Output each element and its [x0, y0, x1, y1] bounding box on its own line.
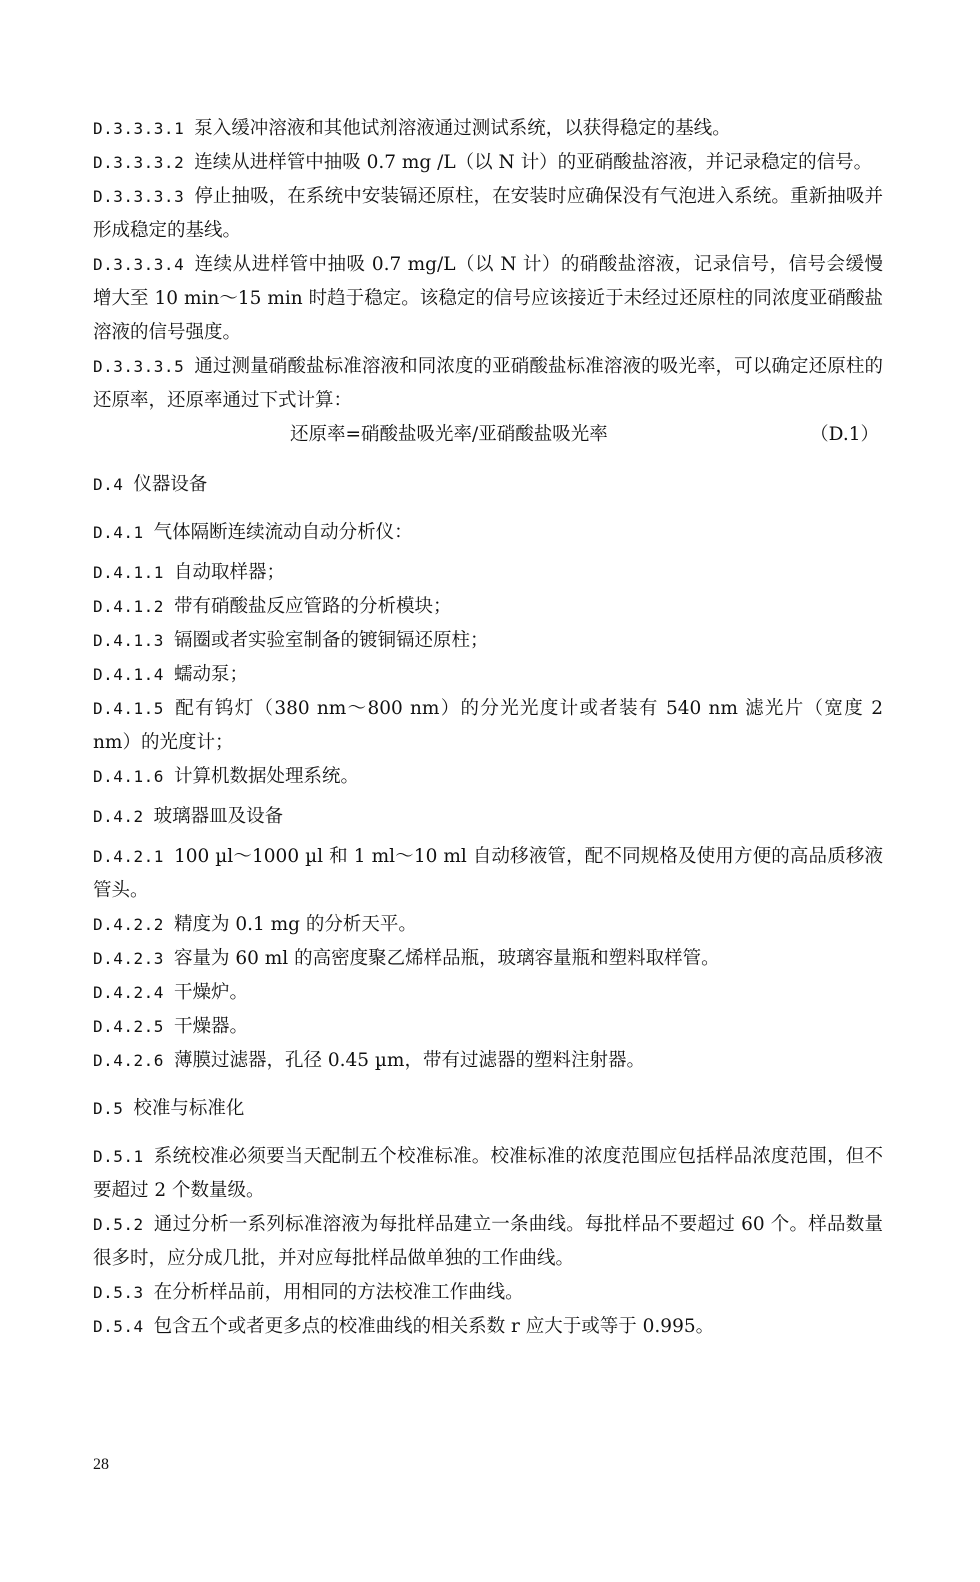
list-d42 — [93, 840, 883, 1078]
clause-text: 连续从进样管中抽吸 0.7 mg /L（以 N 计）的亚硝酸盐溶液，并记录稳定的信号。 — [194, 152, 873, 173]
clause-text: 通过分析一系列标准溶液为每批样品建立一条曲线。每批样品不要超过 60 个。样品数量很多时，应分成几批，并对应每批样品做单独的工作曲线。 — [93, 1214, 883, 1269]
clause-text: 通过测量硝酸盐标准溶液和同浓度的亚硝酸盐标准溶液的吸光率，可以确定还原柱的还原率，还原率通过下式计算： — [93, 356, 883, 411]
section-heading-d5 — [93, 1092, 883, 1126]
clause-text: 包含五个或者更多点的校准曲线的相关系数 r 应大于或等于 0.995。 — [153, 1316, 715, 1337]
section-number: D.4.1 — [93, 523, 144, 542]
clause-number: D.5.3 — [93, 1283, 144, 1302]
clause-number: D.5.2 — [93, 1215, 144, 1234]
list-item — [93, 1010, 883, 1044]
list-item — [93, 1208, 883, 1276]
clause-number: D.4.1.4 — [93, 665, 164, 684]
clause-text: 系统校准必须要当天配制五个校准标准。校准标准的浓度范围应包括样品浓度范围，但不要超过 2 个数量级。 — [93, 1146, 883, 1201]
section-number: D.4 — [93, 475, 124, 494]
section-title: 仪器设备 — [133, 474, 208, 495]
clause-number: D.3.3.3.5 — [93, 357, 185, 376]
list-item — [93, 908, 883, 942]
list-item — [93, 976, 883, 1010]
section-heading-d42 — [93, 800, 883, 834]
paragraph — [93, 180, 883, 248]
page-number: 28 — [93, 1456, 109, 1473]
list-d41 — [93, 556, 883, 794]
clause-number: D.5.4 — [93, 1317, 144, 1336]
list-d5 — [93, 1140, 883, 1344]
clause-number: D.4.2.2 — [93, 915, 164, 934]
section-heading-d41 — [93, 516, 883, 550]
section-heading-d4 — [93, 468, 883, 502]
clause-number: D.3.3.3.4 — [93, 255, 185, 274]
clause-number: D.4.2.3 — [93, 949, 164, 968]
clause-text: 泵入缓冲溶液和其他试剂溶液通过测试系统，以获得稳定的基线。 — [194, 118, 731, 139]
document-page — [93, 112, 883, 1344]
paragraph — [93, 112, 883, 146]
clause-number: D.4.1.1 — [93, 563, 164, 582]
clause-text: 在分析样品前，用相同的方法校准工作曲线。 — [153, 1282, 524, 1303]
list-item — [93, 1276, 883, 1310]
clause-text: 连续从进样管中抽吸 0.7 mg/L（以 N 计）的硝酸盐溶液，记录信号，信号会缓慢增大至 10 min～15 min 时趋于稳定。该稳定的信号应该接近于未经过还原柱的同浓度亚硝酸盐溶液的信号强度。 — [93, 254, 883, 343]
clause-text: 镉圈或者实验室制备的镀铜镉还原柱； — [173, 630, 489, 651]
list-item — [93, 556, 883, 590]
clause-number: D.4.1.6 — [93, 767, 164, 786]
section-title: 气体隔断连续流动自动分析仪： — [153, 522, 413, 543]
clause-text: 容量为 60 ml 的高密度聚乙烯样品瓶，玻璃容量瓶和塑料取样管。 — [173, 948, 720, 969]
section-number: D.4.2 — [93, 807, 144, 826]
list-item — [93, 1044, 883, 1078]
list-item — [93, 624, 883, 658]
clause-text: 配有钨灯（380 nm～800 nm）的分光光度计或者装有 540 nm 滤光片（宽度 2 nm）的光度计； — [93, 698, 883, 753]
clause-number: D.4.1.2 — [93, 597, 164, 616]
formula-number: （D.1） — [810, 424, 879, 445]
clause-number: D.4.1.5 — [93, 699, 164, 718]
clause-number: D.4.1.3 — [93, 631, 164, 650]
clause-text: 薄膜过滤器，孔径 0.45 µm，带有过滤器的塑料注射器。 — [173, 1050, 645, 1071]
formula-text: 还原率=硝酸盐吸光率/亚硝酸盐吸光率 — [290, 424, 608, 445]
clause-text: 自动取样器； — [173, 562, 285, 583]
list-item — [93, 590, 883, 624]
clause-text: 停止抽吸，在系统中安装镉还原柱，在安装时应确保没有气泡进入系统。重新抽吸并形成稳定的基线。 — [93, 186, 883, 241]
paragraph — [93, 146, 883, 180]
list-item — [93, 1140, 883, 1208]
paragraph — [93, 350, 883, 418]
list-item — [93, 942, 883, 976]
section-number: D.5 — [93, 1099, 124, 1118]
clause-number: D.3.3.3.3 — [93, 187, 185, 206]
clause-text: 干燥器。 — [173, 1016, 248, 1037]
formula-d1 — [93, 418, 883, 452]
clause-number: D.4.2.1 — [93, 847, 164, 866]
list-item — [93, 658, 883, 692]
clause-number: D.5.1 — [93, 1147, 144, 1166]
clause-text: 100 µl～1000 µl 和 1 ml～10 ml 自动移液管，配不同规格及使用方便的高品质移液管头。 — [93, 846, 883, 901]
section-title: 玻璃器皿及设备 — [153, 806, 284, 827]
clause-text: 干燥炉。 — [173, 982, 248, 1003]
list-item — [93, 760, 883, 794]
list-item — [93, 840, 883, 908]
clause-text: 蠕动泵； — [173, 664, 248, 685]
clause-number: D.4.2.4 — [93, 983, 164, 1002]
clause-number: D.3.3.3.1 — [93, 119, 185, 138]
list-item — [93, 1310, 883, 1344]
clause-text: 精度为 0.1 mg 的分析天平。 — [173, 914, 417, 935]
clause-number: D.3.3.3.2 — [93, 153, 185, 172]
section-title: 校准与标准化 — [133, 1098, 245, 1119]
clause-number: D.4.2.6 — [93, 1051, 164, 1070]
clause-text: 带有硝酸盐反应管路的分析模块； — [173, 596, 452, 617]
clause-number: D.4.2.5 — [93, 1017, 164, 1036]
clause-text: 计算机数据处理系统。 — [173, 766, 359, 787]
paragraph — [93, 248, 883, 350]
list-item — [93, 692, 883, 760]
